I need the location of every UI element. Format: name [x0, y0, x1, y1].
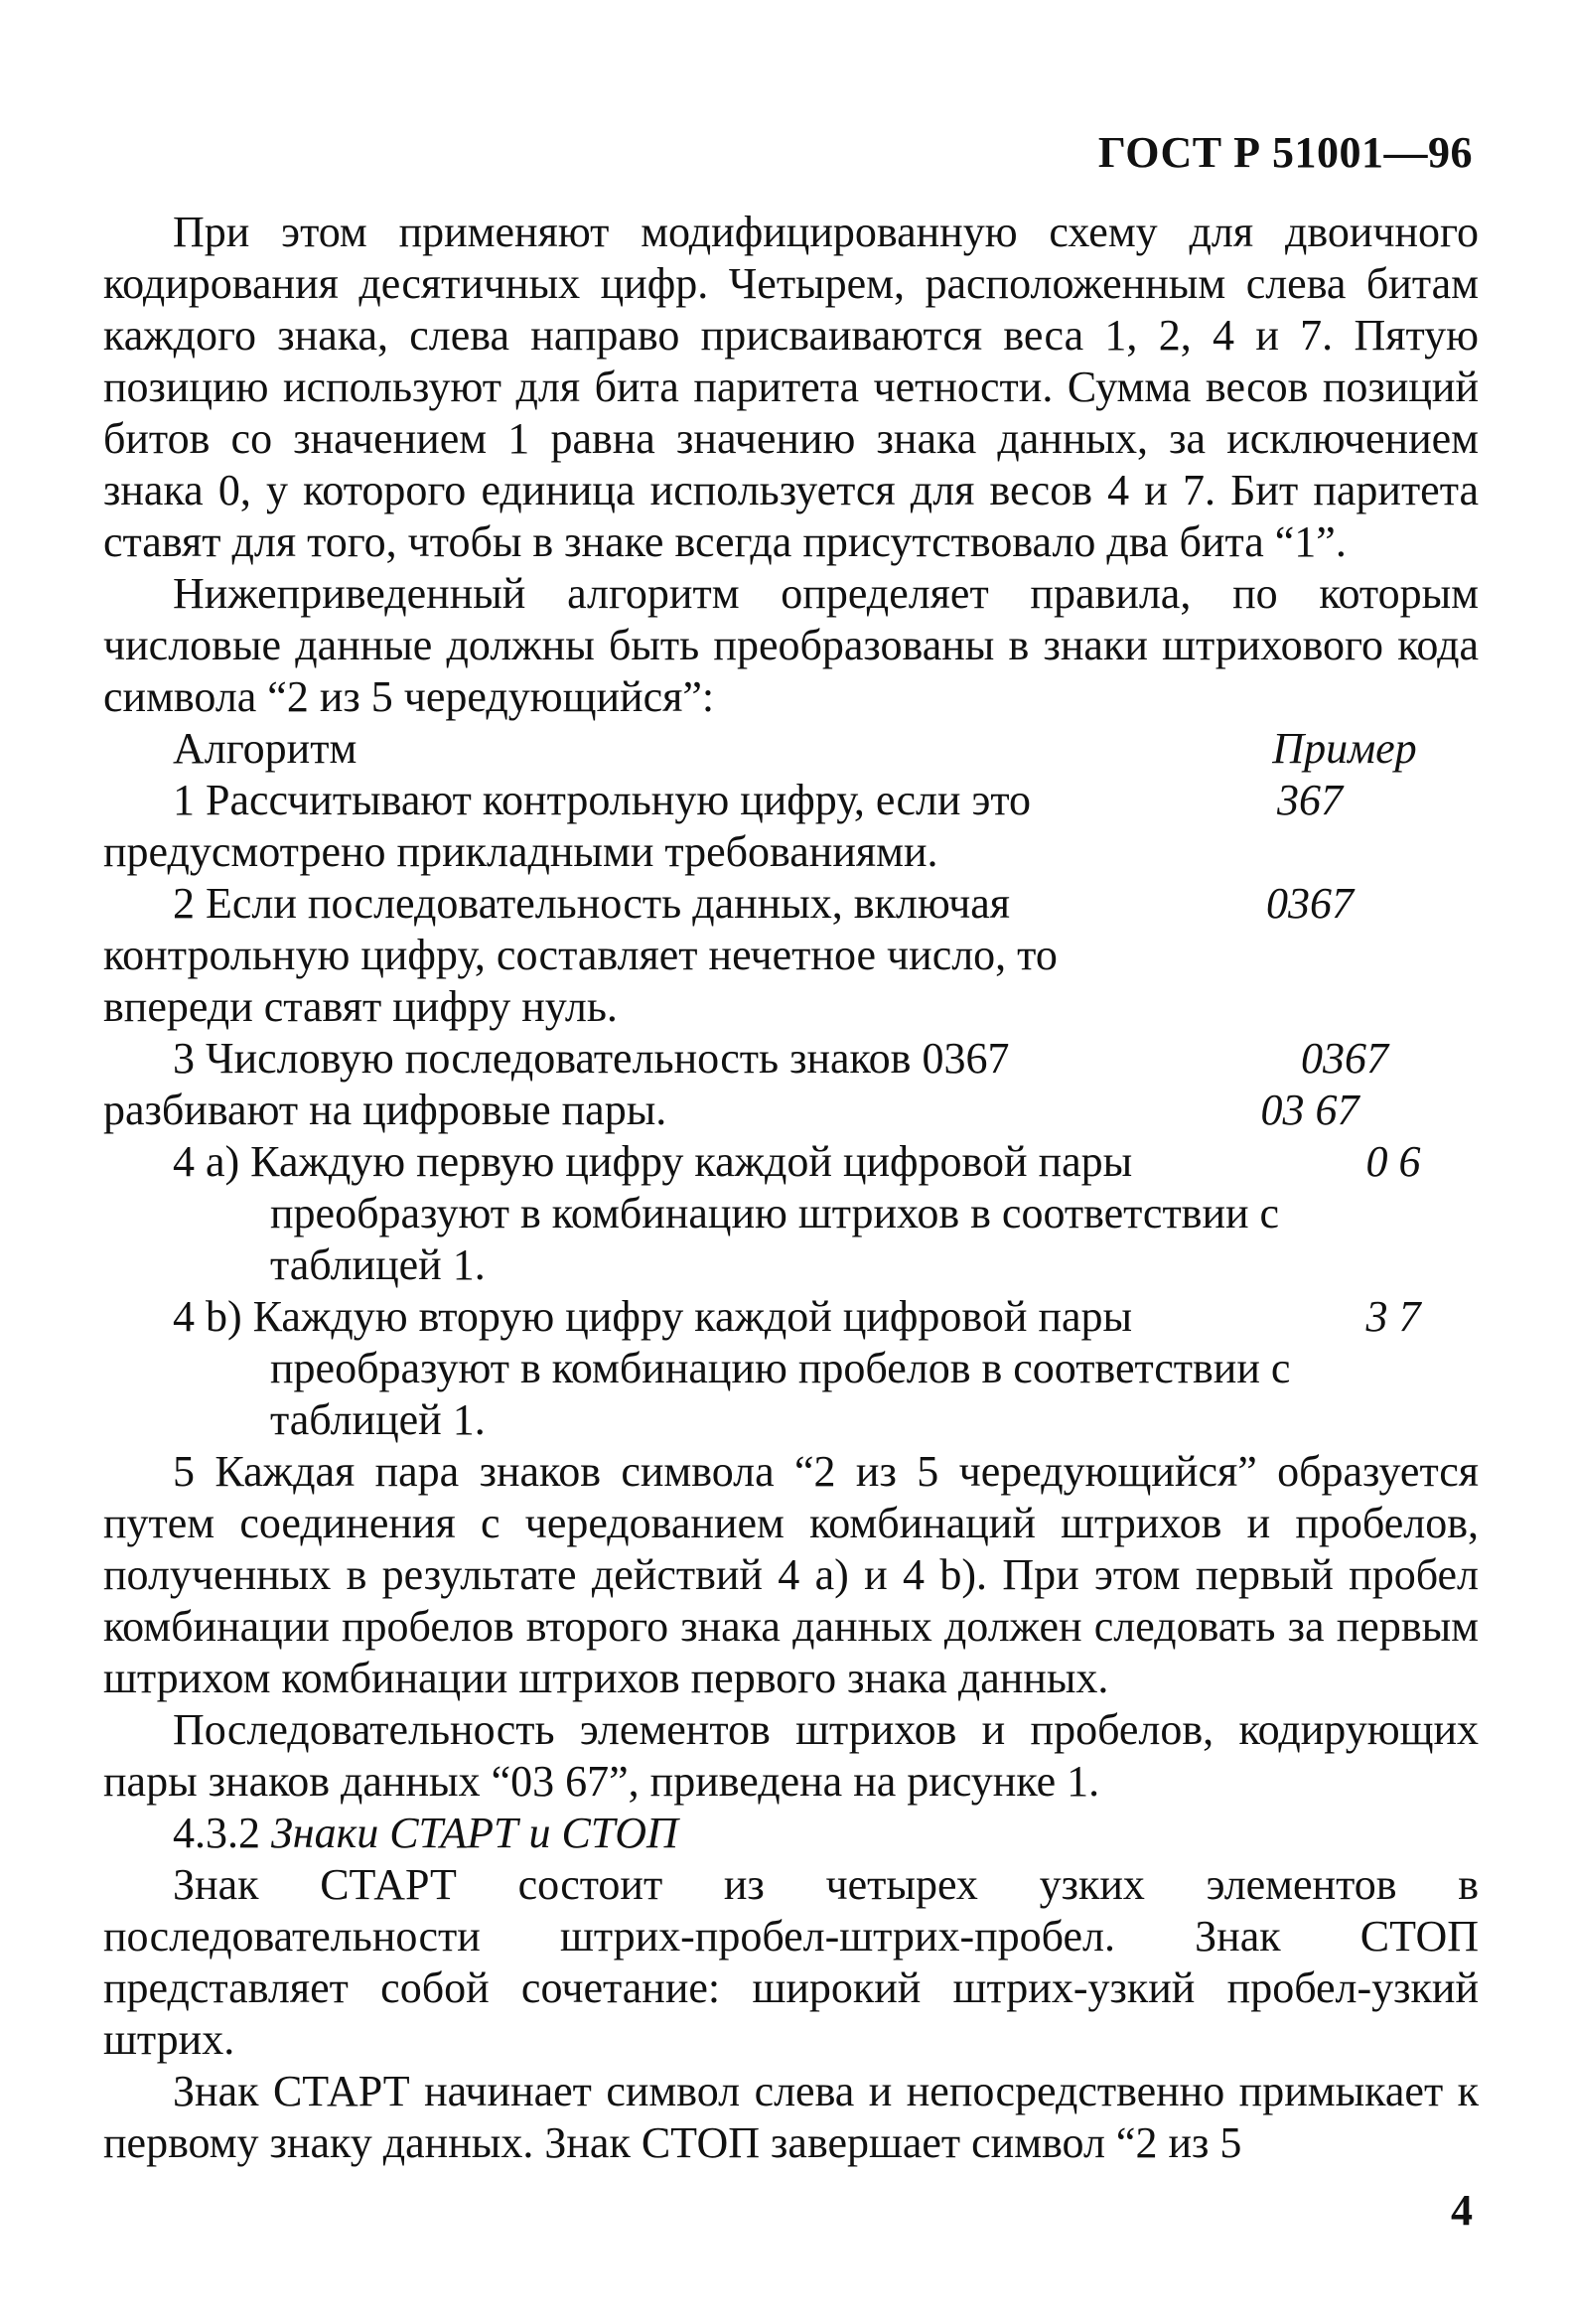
algorithm-step-4b — [103, 1291, 1479, 1446]
step-3-example-b: 03 67 — [1260, 1086, 1359, 1134]
algorithm-header-row — [103, 723, 1479, 775]
example-column-label: Пример — [1272, 724, 1417, 773]
section-heading — [103, 1808, 1479, 1859]
algorithm-block — [103, 723, 1479, 1446]
document-body — [103, 207, 1479, 2169]
standard-header: ГОСТ Р 51001—96 — [1097, 128, 1473, 177]
page-number: 4 — [1451, 2186, 1473, 2235]
step-1-text: 1 Рассчитывают контрольную цифру, если это предусмотрено прикладными требованиями. — [103, 776, 1032, 876]
step-1-example: 367 — [1277, 776, 1343, 824]
paragraph-step-5: 5 Каждая пара знаков символа “2 из 5 чередующийся” образуется путем соединения с чередованием комбинаций штрихов и пробелов, полученных в результате действий 4 a) и 4 b). При этом первый пробел комбинации пробелов второго знака данных должен следовать за первым штрихом комбинации штрихов первого знака данных. — [103, 1447, 1479, 1702]
section-title: Знаки СТАРТ и СТОП — [271, 1809, 678, 1857]
step-3-example-a: 0367 — [1301, 1034, 1388, 1083]
algorithm-step-4a — [103, 1136, 1479, 1291]
step-4a-example: 0 6 — [1365, 1137, 1421, 1186]
step-4a-text: 4 a) Каждую первую цифру каждой цифровой пары преобразуют в комбинацию штрихов в соответствии с таблицей 1. — [173, 1137, 1280, 1289]
paragraph-2: Нижеприведенный алгоритм определяет правила, по которым числовые данные должны быть преобразованы в знаки штрихового кода символа “2 из 5 чередующийся”: — [103, 569, 1479, 721]
paragraph-figure-reference: Последовательность элементов штрихов и пробелов, кодирующих пары знаков данных “03 67”, приведена на рисунке 1. — [103, 1705, 1479, 1806]
algorithm-step-2 — [103, 878, 1479, 1033]
paragraph-start-stop-1: Знак СТАРТ состоит из четырех узких элементов в последовательности штрих-пробел-штрих-пробел. Знак СТОП представляет собой сочетание: широкий штрих-узкий пробел-узкий штрих. — [103, 1860, 1479, 2064]
algorithm-step-1 — [103, 775, 1479, 878]
step-4b-example: 3 7 — [1365, 1292, 1421, 1341]
paragraph-1: При этом применяют модифицированную схему для двоичного кодирования десятичных цифр. Четырем, расположенным слева битам каждого знака, слева направо присваиваются веса 1, 2, 4 и 7. Пятую позицию используют для бита паритета четности. Сумма весов позиций битов со значением 1 равна значению знака данных, за исключением знака 0, у которого единица используется для весов 4 и 7. Бит паритета ставят для того, чтобы в знаке всегда присутствовало два бита “1”. — [103, 208, 1479, 566]
algorithm-step-3a — [103, 1033, 1479, 1085]
section-number: 4.3.2 — [173, 1809, 260, 1857]
step-3-text-a: 3 Числовую последовательность знаков 0367 — [173, 1034, 1010, 1083]
algorithm-step-3b — [103, 1085, 1479, 1136]
algorithm-column-label: Алгоритм — [173, 724, 357, 773]
step-2-example: 0367 — [1266, 879, 1354, 928]
step-3-text-b: разбивают на цифровые пары. — [103, 1086, 667, 1134]
paragraph-start-stop-2: Знак СТАРТ начинает символ слева и непосредственно примыкает к первому знаку данных. Знак СТОП завершает символ “2 из 5 — [103, 2067, 1479, 2167]
step-4b-text: 4 b) Каждую вторую цифру каждой цифровой пары преобразуют в комбинацию пробелов в соответствии с таблицей 1. — [173, 1292, 1291, 1444]
step-2-text: 2 Если последовательность данных, включая контрольную цифру, составляет нечетное число, то впереди ставят цифру нуль. — [103, 879, 1058, 1031]
